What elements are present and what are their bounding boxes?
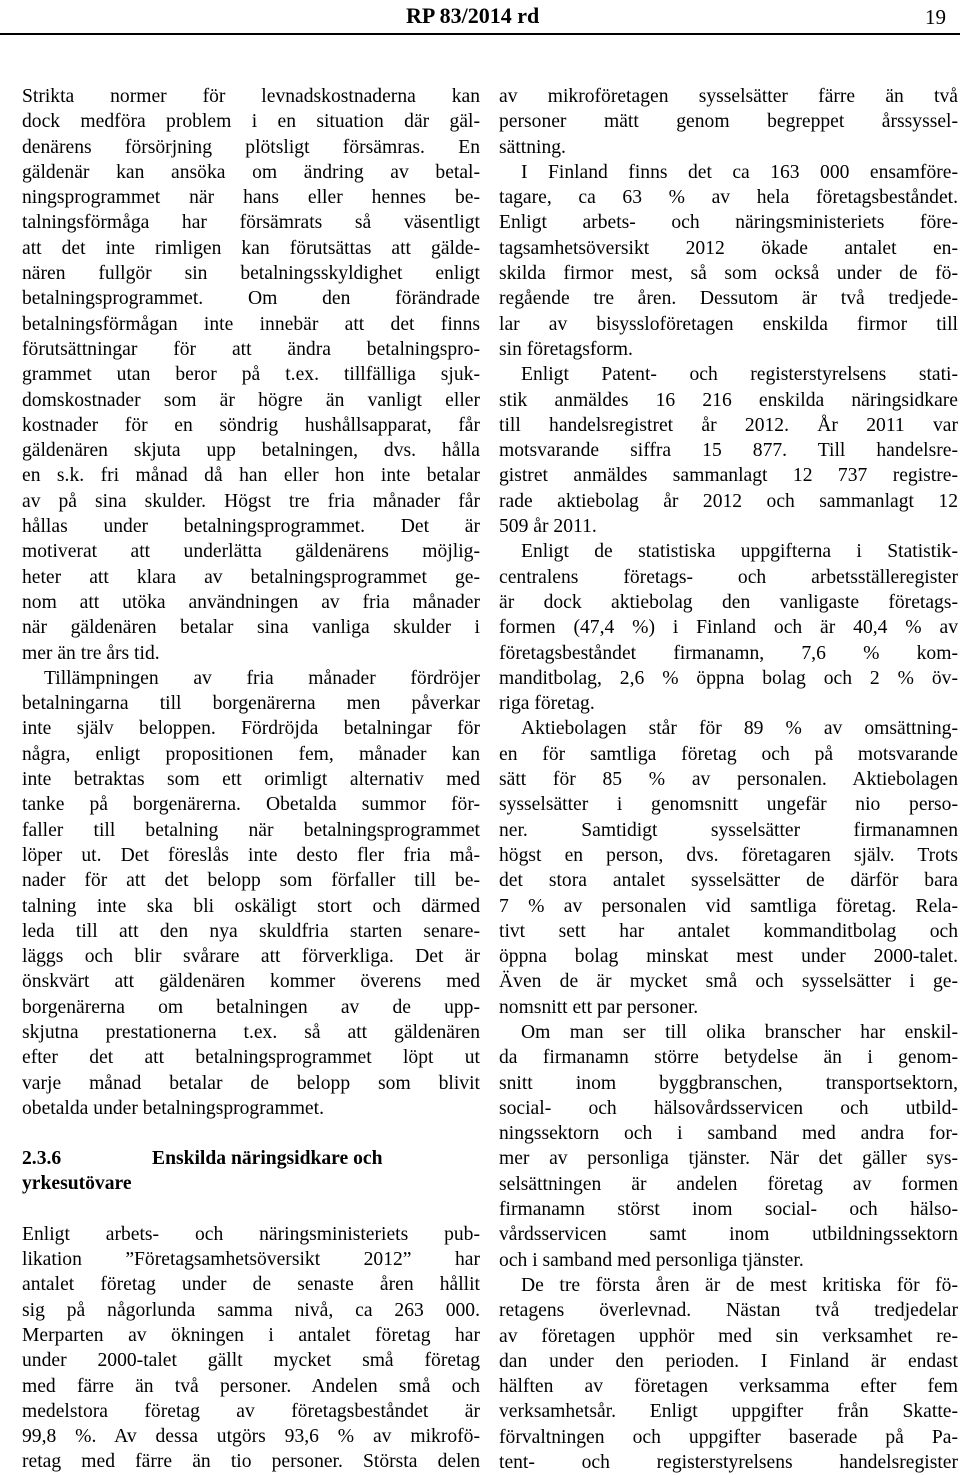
section-gap <box>22 1121 480 1146</box>
text-line: Enligt de statistiska uppgifterna i Statistik- <box>521 541 958 563</box>
paragraph <box>22 666 480 1121</box>
text-line: skilda firmor mest, så som också under de fö- <box>499 263 958 285</box>
text-line: vårdsservicen samt inom utbildningssektorn <box>499 1224 958 1246</box>
text-line: sätt för 85 % av personalen. Aktiebolagen <box>499 769 958 791</box>
text-line: Aktiebolagen står för 89 % av omsättning- <box>521 718 958 740</box>
text-line: nomsnitt ett par personer. <box>499 996 699 1018</box>
text-line: kostnader för en söndrig hushållsapparat, får <box>22 414 480 436</box>
text-line: snitt inom byggbranschen, transportsektorn, <box>499 1072 958 1094</box>
text-line: hållas under betalningsprogrammet. Det är <box>22 516 480 538</box>
text-line: selsättningen är andelen företag av formen <box>499 1173 958 1195</box>
text-line: mer än tre års tid. <box>22 642 160 664</box>
header-divider <box>0 33 960 35</box>
text-line: medelstora företag av företagsbeståndet är <box>22 1400 480 1422</box>
text-line: förvaltningen och uppgifter baserade på Pa- <box>499 1426 958 1448</box>
text-line: Tillämpningen av fria månader fördröjer <box>44 667 480 689</box>
text-line: när gäldenären betalar sina vanliga skulder i <box>22 617 480 639</box>
text-line: formen (47,4 %) i Finland och är 40,4 % av <box>499 617 958 639</box>
text-line: ner. Samtidigt sysselsätter firmanamnen <box>499 819 958 841</box>
text-line: är dock aktiebolag den vanligaste företags- <box>499 591 958 613</box>
text-line: till handelsregistret år 2012. År 2011 var <box>499 414 958 436</box>
document-title: RP 83/2014 rd <box>406 3 540 28</box>
text-line: dan under den perioden. I Finland är endast <box>499 1350 958 1372</box>
text-line: högst en person, dvs. företagaren själv. Trots <box>499 844 958 866</box>
text-line: grammet utan beror på t.ex. tillfälliga sjuk- <box>22 364 480 386</box>
paragraph <box>499 362 958 539</box>
text-line: tagare, ca 63 % av hela företagsbeståndet. <box>499 187 958 209</box>
text-line: tivt sett har antalet kommanditbolag och <box>499 920 958 942</box>
text-line: De tre första åren är de mest kritiska för fö- <box>521 1274 958 1296</box>
text-line: tanke på borgenärerna. Obetalda summor för- <box>22 794 480 816</box>
text-line: sig på någorlunda samma nivå, ca 263 000. <box>22 1299 480 1321</box>
text-line: önskvärt att gäldenären kommer överens med <box>22 971 480 993</box>
text-line: riga företag. <box>499 693 595 715</box>
text-line: retag med färre än tio personer. Största delen <box>22 1451 480 1473</box>
text-line: öppna bolag minskat mest under 2000-talet. <box>499 946 958 968</box>
paragraph <box>22 1222 480 1475</box>
text-line: stik anmäldes 16 216 enskilda näringsidkare <box>499 389 958 411</box>
text-line: nom att utöka användningen av fria månader <box>22 591 480 613</box>
text-line: gäldenär kan ansöka om ändring av betal- <box>22 161 480 183</box>
text-line: 509 år 2011. <box>499 516 597 538</box>
right-column <box>499 84 958 1475</box>
left-column <box>22 84 480 1475</box>
text-line: tent- och registerstyrelsens handelsregister <box>499 1452 958 1474</box>
text-line: rade aktiebolag år 2012 och sammanlagt 12 <box>499 490 958 512</box>
text-line: social- och hälsovårdsservicen och utbild- <box>499 1097 958 1119</box>
page-header <box>0 0 960 34</box>
text-line: motsvarande siffra 15 877. Till handelsre- <box>499 440 958 462</box>
text-line: under 2000-talet gällt mycket små företag <box>22 1350 480 1372</box>
text-line: ningsprogrammet när hans eller hennes be- <box>22 187 480 209</box>
text-line: obetalda under betalningsprogrammet. <box>22 1097 324 1119</box>
text-line: mer av personliga tjänster. När det gäller sys- <box>499 1148 958 1170</box>
text-line: av på sina skulder. Högst tre fria månader får <box>22 490 480 512</box>
text-line: några, enligt propositionen fem, månader kan <box>22 743 480 765</box>
page-number: 19 <box>925 5 946 29</box>
paragraph <box>499 84 958 160</box>
text-line: antalet företag under de senaste åren hållit <box>22 1274 480 1296</box>
section-title-line2: yrkesutövare <box>22 1173 132 1195</box>
text-line: motiverat att underlätta gäldenärens möjlig- <box>22 541 480 563</box>
text-line: en s.k. fri månad då han eller hon inte betalar <box>22 465 480 487</box>
text-line: heter att klara av betalningsprogrammet ge- <box>22 566 480 588</box>
section-heading <box>22 1146 480 1171</box>
text-line: förutsättningar för att ändra betalningspro- <box>22 338 480 360</box>
text-line: manditbolag, 2,6 % öppna bolag och 2 % öv- <box>499 667 958 689</box>
text-line: talning inte ska bli oskäligt stort och därmed <box>22 895 480 917</box>
text-line: leda till att den nya skuldfria starten senare- <box>22 920 480 942</box>
text-line: Strikta normer för levnadskostnaderna kan <box>22 86 480 107</box>
text-line: denärens försörjning plötsligt försämras. En <box>22 136 480 158</box>
text-line: faller till betalning när betalningsprogrammet <box>22 819 480 841</box>
text-line: Enligt Patent- och registerstyrelsens stati- <box>521 364 958 386</box>
text-line: löper ut. Det föreslås inte desto fler fria må- <box>22 844 480 866</box>
text-line: efter det att betalningsprogrammet löpt ut <box>22 1047 480 1069</box>
text-line: firmanamn störst inom social- och hälso- <box>499 1199 958 1221</box>
text-line: regående tre åren. Dessutom är två tredjede- <box>499 288 958 310</box>
paragraph <box>499 1273 958 1475</box>
text-line: varje månad betalar de belopp som blivit <box>22 1072 480 1094</box>
text-line: sin företagsform. <box>499 338 633 360</box>
section-title-line1: Enskilda näringsidkare och <box>152 1148 383 1170</box>
text-line: borgenärerna om betalningen av de upp- <box>22 996 480 1018</box>
text-line: inte betraktas som ett orimligt alternativ med <box>22 769 480 791</box>
text-line: verksamhetsår. Enligt uppgifter från Skatte- <box>499 1401 958 1423</box>
text-line: likation ”Företagsamhetsöversikt 2012” har <box>22 1249 480 1271</box>
text-line: nader för att det belopp som förfaller till be- <box>22 870 480 892</box>
text-line: att det inte rimligen kan förutsättas att gälde- <box>22 237 480 259</box>
text-line: och i samband med personliga tjänster. <box>499 1249 804 1271</box>
text-line: skjutna prestationerna t.ex. så att gäldenären <box>22 1021 480 1043</box>
text-line: talningsförmåga har försämrats så väsentligt <box>22 212 480 234</box>
text-line: med färre än två personer. Andelen små och <box>22 1375 480 1397</box>
text-line: ningssektorn och i samband med andra for- <box>499 1123 958 1145</box>
paragraph <box>499 716 958 1020</box>
text-line: en för samtliga företag och på motsvarande <box>499 743 958 765</box>
text-line: betalningarna till borgenärerna men påverkar <box>22 693 480 715</box>
text-line: 99,8 %. Av dessa utgörs 93,6 % av mikrofö- <box>22 1426 480 1448</box>
text-line: av företagen upphör med sin verksamhet re- <box>499 1325 958 1347</box>
text-line: I Finland finns det ca 163 000 ensamföre- <box>521 161 958 183</box>
text-line: företagsbeståndet firmanamn, 7,6 % kom- <box>499 642 958 664</box>
text-line: hälften av företagen verksamma efter fem <box>499 1376 958 1398</box>
text-line: domskostnader som är högre än vanligt eller <box>22 389 480 411</box>
paragraph <box>22 84 480 666</box>
text-line: lar av bisyssloföretagen enskilda firmor till <box>499 313 958 335</box>
text-line: 7 % av personalen vid samtliga företag. Rela- <box>499 895 958 917</box>
text-line: betalningsförmågan inte innebär att det finns <box>22 313 480 335</box>
section-number: 2.3.6 <box>22 1148 62 1170</box>
text-line: betalningsprogrammet. Om den förändrade <box>22 288 480 310</box>
text-line: retagens överlevnad. Nästan två tredjedelar <box>499 1300 958 1322</box>
text-line: Merparten av ökningen i antalet företag har <box>22 1324 480 1346</box>
text-line: gäldenären skjuta upp betalningen, dvs. hålla <box>22 440 480 462</box>
text-line: Enligt arbets- och näringsministeriets före- <box>499 212 958 234</box>
text-line: tagsamhetsöversikt 2012 ökade antalet en- <box>499 237 958 259</box>
paragraph <box>499 539 958 716</box>
text-line: Om man ser till olika branscher har enskil- <box>521 1021 958 1043</box>
text-line: sysselsätter i genomsnitt ungefär nio perso- <box>499 794 958 816</box>
paragraph <box>499 1020 958 1273</box>
text-line: dock medföra problem i en situation där gäl- <box>22 111 480 133</box>
text-line: da firmanamn större betydelse än i genom- <box>499 1047 958 1069</box>
text-line: Enligt arbets- och näringsministeriets pub- <box>22 1223 480 1245</box>
paragraph <box>499 160 958 362</box>
text-line: det stora antalet sysselsätter de därför bara <box>499 870 958 892</box>
text-line: sättning. <box>499 136 566 158</box>
text-line: läggs och blir svårare att förverkliga. Det är <box>22 946 480 968</box>
text-line: gistret anmäldes sammanlagt 12 737 registre- <box>499 465 958 487</box>
text-line: Även de är mycket små och sysselsätter i ge- <box>499 971 958 993</box>
text-line: centralens företags- och arbetsställeregister <box>499 566 958 588</box>
text-line: nären fullgör sin betalningsskyldighet enligt <box>22 263 480 285</box>
text-line: av mikroföretagen sysselsätter färre än två <box>499 86 958 107</box>
text-line: personer mätt genom begreppet årssyssel- <box>499 111 958 133</box>
text-line: inte själv beloppen. Fördröjda betalningar för <box>22 718 480 740</box>
section-gap <box>22 1197 480 1222</box>
